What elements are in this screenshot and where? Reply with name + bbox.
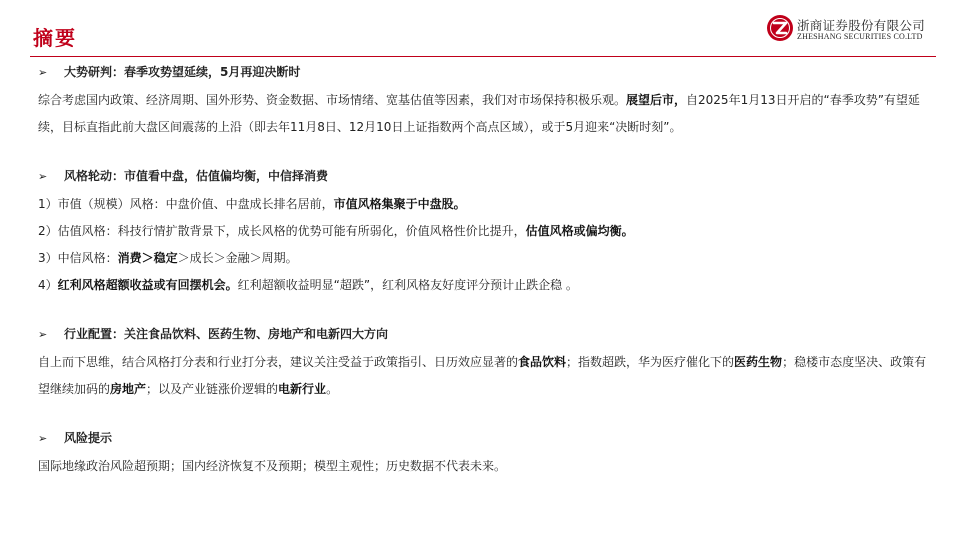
summary-content: [38, 62, 928, 480]
list-item-text: 3）中信风格：: [38, 251, 118, 265]
section-heading-market-outlook: [38, 62, 928, 83]
arrow-bullet-icon: ➢: [38, 66, 48, 79]
body-text: ；指数超跌，华为医疗催化下的: [566, 355, 735, 369]
body-text: 国际地缘政治风险超预期；国内经济恢复不及预期；模型主观性；历史数据不代表未来。: [38, 459, 507, 473]
body-text: ；以及产业链涨价逻辑的: [146, 382, 279, 396]
body-emphasis: 房地产: [110, 382, 147, 396]
body-text: 自上而下思维，结合风格打分表和行业打分表，建议关注受益于政策指引、日历效应显著的: [38, 355, 519, 369]
body-text: ；稳楼市态度坚决、政策有望继续加码的: [38, 355, 927, 396]
company-name-cn: 浙商证券股份有限公司: [797, 18, 926, 33]
arrow-bullet-icon: ➢: [38, 432, 48, 445]
section-heading-style-rotation: [38, 166, 928, 187]
section-heading-text: 大势研判：春季攻势望延续，5月再迎决断时: [64, 65, 301, 79]
body-emphasis: 食品饮料: [518, 355, 567, 369]
arrow-bullet-icon: ➢: [38, 170, 48, 183]
company-name-en: ZHESHANG SECURITIES CO.LTD: [797, 32, 923, 41]
section-body-risk-warning: [38, 453, 928, 480]
page-title: 摘要: [33, 26, 77, 50]
zheshang-logo-icon: [766, 14, 794, 42]
section-heading-industry-allocation: [38, 324, 928, 345]
body-text: 自2025年1月13日开启的“春季攻势”有望延续，目标直指此前大盘区间震荡的上沿（即去年11月8日、12月10日上证指数两个高点区域），或于5月迎来“决断时刻”。: [38, 93, 920, 134]
section-body-market-outlook: [38, 87, 928, 141]
section-heading-text: 风险提示: [64, 431, 113, 445]
section-heading-text: 风格轮动：市值看中盘，估值偏均衡，中信择消费: [64, 169, 329, 183]
list-item: [38, 272, 928, 299]
list-item: [38, 218, 928, 245]
list-item: [38, 191, 928, 218]
list-item-emphasis: 市值风格集聚于中盘股。: [333, 197, 466, 211]
body-text: 。: [326, 382, 339, 396]
list-item-text: 1）市值（规模）风格：中盘价值、中盘成长排名居前，: [38, 197, 334, 211]
arrow-bullet-icon: ➢: [38, 328, 48, 341]
list-item-emphasis: 红利风格超额收益或有回摆机会。: [57, 278, 238, 292]
list-item: [38, 245, 928, 272]
list-item-text: 4）: [38, 278, 58, 292]
list-item-emphasis: 消费＞稳定: [117, 251, 178, 265]
list-item-emphasis: 估值风格或偏均衡。: [525, 224, 634, 238]
body-emphasis: 展望后市，: [626, 93, 687, 107]
section-heading-text: 行业配置：关注食品饮料、医药生物、房地产和电新四大方向: [64, 327, 389, 341]
body-text: 综合考虑国内政策、经济周期、国外形势、资金数据、市场情绪、宽基估值等因素，我们对市场保持积极乐观。: [38, 93, 627, 107]
list-item-text: 红利超额收益明显“超跌”，红利风格友好度评分预计止跌企稳 。: [237, 278, 578, 292]
body-emphasis: 电新行业: [278, 382, 327, 396]
company-logo: [766, 14, 941, 46]
section-body-industry-allocation: [38, 349, 928, 403]
list-item-text: 2）估值风格：科技行情扩散背景下，成长风格的优势可能有所弱化，价值风格性价比提升，: [38, 224, 526, 238]
list-item-text: ＞成长＞金融＞周期。: [177, 251, 298, 265]
title-divider: [30, 56, 936, 57]
section-heading-risk-warning: [38, 428, 928, 449]
body-emphasis: 医药生物: [734, 355, 783, 369]
